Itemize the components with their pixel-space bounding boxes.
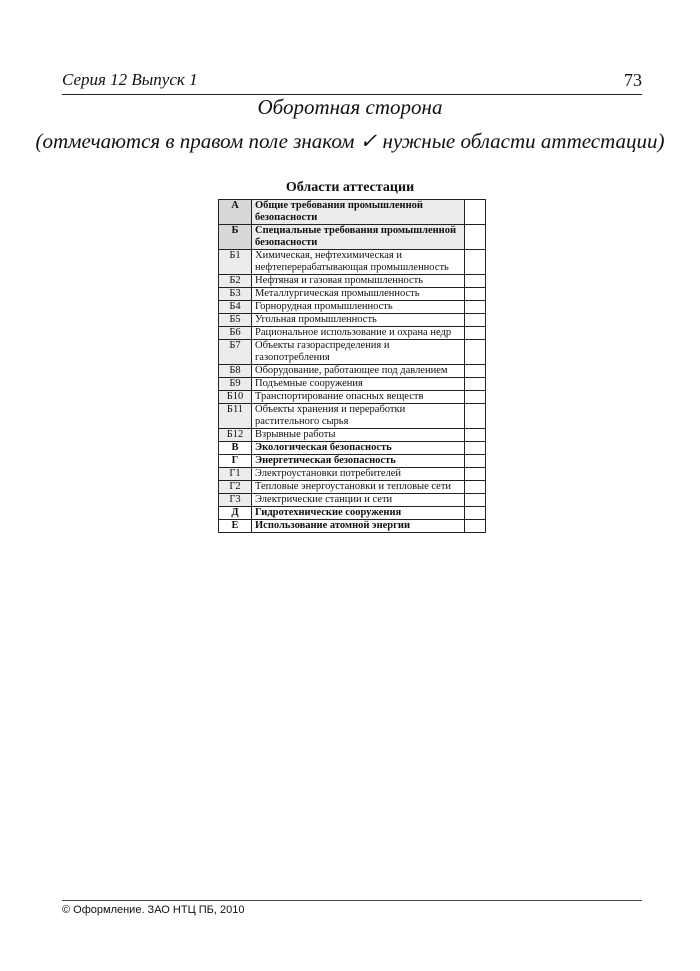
area-name: Энергетическая безопасность [252,455,465,468]
area-code: А [219,200,252,225]
table-row [219,442,486,455]
area-code: Г1 [219,468,252,481]
page-header [62,70,642,94]
check-cell[interactable] [465,200,486,225]
table-row [219,404,486,429]
table-row [219,327,486,340]
area-code: Г3 [219,494,252,507]
check-cell[interactable] [465,314,486,327]
table-row [219,314,486,327]
check-cell[interactable] [465,391,486,404]
attestation-areas-table [218,199,486,533]
area-code: Б8 [219,365,252,378]
area-name: Электроустановки потребителей [252,468,465,481]
page-title: Оборотная сторона [257,95,443,119]
area-name: Горнорудная промышленность [252,301,465,314]
check-cell[interactable] [465,288,486,301]
area-name: Взрывные работы [252,429,465,442]
area-code: Б10 [219,391,252,404]
check-cell[interactable] [465,275,486,288]
area-code: В [219,442,252,455]
footer-divider [62,900,642,901]
table-row [219,468,486,481]
area-name: Металлургическая промышленность [252,288,465,301]
area-name: Тепловые энергоустановки и тепловые сети [252,481,465,494]
area-name: Подъемные сооружения [252,378,465,391]
table-row [219,275,486,288]
area-name: Оборудование, работающее под давлением [252,365,465,378]
page-subtitle: (отмечаются в правом поле знаком ✓ нужные области аттестации) [35,129,665,153]
table-row [219,340,486,365]
series-label: Серия 12 Выпуск 1 [62,70,198,89]
check-cell[interactable] [465,481,486,494]
table-row [219,225,486,250]
check-cell[interactable] [465,404,486,429]
area-code: Б1 [219,250,252,275]
area-code: Б11 [219,404,252,429]
area-name: Общие требования промышленной безопасности [252,200,465,225]
area-code: Б3 [219,288,252,301]
area-name: Использование атомной энергии [252,520,465,533]
area-code: Б2 [219,275,252,288]
area-code: Д [219,507,252,520]
table-row [219,494,486,507]
table-row [219,391,486,404]
check-cell[interactable] [465,429,486,442]
table-title: Области аттестации [285,180,415,195]
table-row [219,288,486,301]
area-code: Б [219,225,252,250]
area-code: Б6 [219,327,252,340]
check-cell[interactable] [465,340,486,365]
area-name: Рациональное использование и охрана недр [252,327,465,340]
check-cell[interactable] [465,442,486,455]
table-row [219,365,486,378]
area-code: Е [219,520,252,533]
area-name: Объекты хранения и переработки растительного сырья [252,404,465,429]
area-name: Объекты газораспределения и газопотребления [252,340,465,365]
area-name: Нефтяная и газовая промышленность [252,275,465,288]
area-name: Транспортирование опасных веществ [252,391,465,404]
check-cell[interactable] [465,327,486,340]
area-code: Б9 [219,378,252,391]
area-name: Экологическая безопасность [252,442,465,455]
area-name: Гидротехнические сооружения [252,507,465,520]
check-cell[interactable] [465,507,486,520]
check-cell[interactable] [465,468,486,481]
area-code: Г [219,455,252,468]
area-name: Специальные требования промышленной безопасности [252,225,465,250]
table-row [219,378,486,391]
area-code: Б5 [219,314,252,327]
check-cell[interactable] [465,301,486,314]
table-row [219,455,486,468]
check-cell[interactable] [465,455,486,468]
footer-copyright: © Оформление. ЗАО НТЦ ПБ, 2010 [62,904,245,916]
area-code: Б7 [219,340,252,365]
area-code: Г2 [219,481,252,494]
table-row [219,429,486,442]
check-cell[interactable] [465,520,486,533]
table-row [219,250,486,275]
area-code: Б4 [219,301,252,314]
check-cell[interactable] [465,494,486,507]
check-cell[interactable] [465,250,486,275]
table-row [219,200,486,225]
area-code: Б12 [219,429,252,442]
area-name: Электрические станции и сети [252,494,465,507]
check-cell[interactable] [465,365,486,378]
page-number: 73 [624,70,642,90]
area-name: Химическая, нефтехимическая и нефтеперерабатывающая промышленность [252,250,465,275]
check-cell[interactable] [465,378,486,391]
table-row [219,301,486,314]
table-row [219,520,486,533]
check-cell[interactable] [465,225,486,250]
table-row [219,507,486,520]
table-row [219,481,486,494]
area-name: Угольная промышленность [252,314,465,327]
